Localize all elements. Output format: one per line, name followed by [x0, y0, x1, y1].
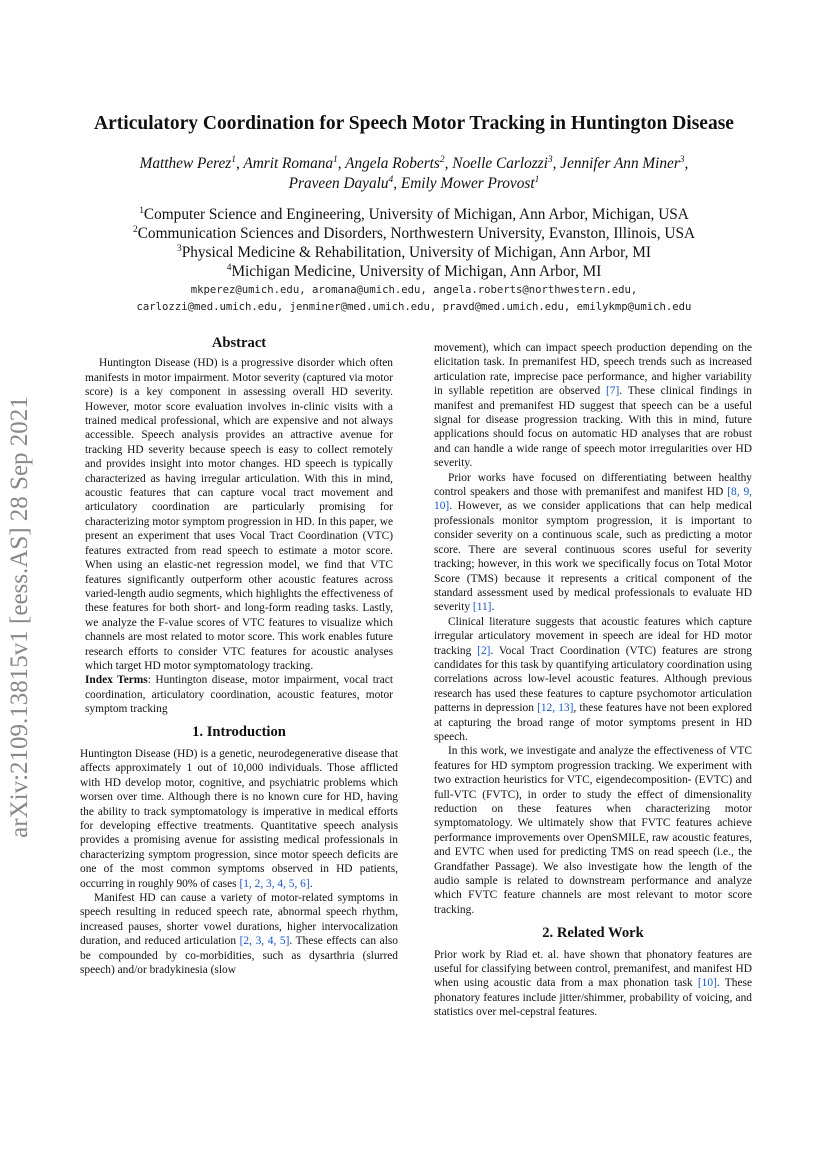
paper-title: Articulatory Coordination for Speech Motor Tracking in Huntington Disease	[94, 113, 734, 134]
related-paragraph: Prior work by Riad et. al. have shown that phonatory features are useful for classifying between control, premanifest, and manifest HD when using acoustic data from a max phonation task [10]. These phonatory features include jitter/shimmer, probability of voicing, and statistics over mel-cepstral features.	[434, 948, 752, 1019]
affiliation: $^3$Physical Medicine & Rehabilitation, University of Michigan, Ann Arbor, MI	[176, 243, 651, 261]
intro-paragraph: movement), which can impact speech production depending on the elicitation task. In premanifest HD, speech trends such as increased articulation rate, imprecise pace performance, and higher variability in syllable repetition are observed [7]. These clinical findings in manifest and premanifest HD suggest that speech can be a useful signal for disease progression tracking. With this in mind, future applications should focus on automatic HD analyses that are robust and can handle a wide range of speech motor irregularities over HD severity.	[434, 342, 752, 470]
citation-link[interactable]: [10]	[697, 977, 717, 990]
abstract-heading: Abstract	[211, 335, 267, 351]
author: Noelle Carlozzi$^3$,	[452, 154, 561, 172]
introduction-heading: 1. Introduction	[192, 723, 286, 740]
author: Emily Mower Provost$^1$	[400, 174, 540, 192]
intro-paragraph: Manifest HD can cause a variety of motor-related symptoms in speech resulting in reduced speech rate, abnormal speech rhythm, increased pauses, shorter vowel durations, higher intervocalization duration, and reduced articulation [2, 3, 4, 5]. These effects can also be compounded by co-morbidities, such as dysarthria (slurred speech) and/or bradykinesia (slow	[80, 892, 399, 977]
abstract-text: Huntington Disease (HD) is a progressive disorder which often manifests in motor impairment. Motor severity (captured via motor score) is a key component in assessing overall HD severity. However, motor score evaluation involves in-clinic visits with a trained medical professional, which are expensive and not always accessible. Speech analysis provides an attractive avenue for tracking HD severity because speech is easy to collect remotely and provides insight into motor changes. HD speech is typically characterized as having irregular articulation. With this in mind, acoustic features that can capture vocal tract movement and articulatory coordination are particularly promising for characterizing motor symptom progression in HD. In this paper, we present an experiment that uses Vocal Tract Coordination (VTC) features extracted from read speech to estimate a motor score. When using an elastic-net regression model, we find that VTC features significantly outperform other acoustic features across varied-length audio segments, which highlights the effectiveness of these features for both short- and long-form reading tasks. Lastly, we analyze the F-value scores of VTC features to visualize which channels are most related to motor score. This work enables future research efforts to consider VTC features for acoustic analyses which target HD motor symptomatology tracking.	[85, 357, 393, 672]
citation-link[interactable]: [2, 3, 4, 5]	[239, 935, 290, 948]
citation-link[interactable]: [1, 2, 3, 4, 5, 6]	[239, 877, 310, 890]
affiliation: $^4$Michigan Medicine, University of Michigan, Ann Arbor, MI	[226, 262, 602, 280]
intro-paragraph: In this work, we investigate and analyze the effectiveness of VTC features for HD symptom progression tracking. We experiment with two extraction heuristics for VTC, eigendecomposition- (EVTC) and full-VTC (FVTC), in order to study the effect of dimensionality reduction on these features when characterizing motor symptomatology. We ultimately show that FVTC features achieve performance improvements over OpenSMILE, raw acoustic features, and EVTC when used for predicting TMS on read speech (i.e., the Grandfather Passage). We also investigate how the length of the audio sample is related to downstream performance and analyze which FVTC feature channels are most relevant to motor score tracking.	[434, 745, 752, 916]
author: Amrit Romana$^1$,	[243, 154, 346, 172]
affiliation-list	[40, 205, 788, 281]
intro-paragraph: Huntington Disease (HD) is a genetic, neurodegenerative disease that affects approximately 1 out of 10,000 individuals. Those afflicted with HD develop motor, cognitive, and psychiatric problems which worsen over time. Although there is no known cure for HD, having the ability to track symptomatology is imperative in medical efforts for developing effective treatments. Quantitative speech analysis provides a promising avenue for assisting medical professionals in characterizing symptom progression, since motor speech deficits are one of the most common symptoms observed in HD patients, occurring in roughly 90% of cases [1, 2, 3, 4, 5, 6].	[80, 747, 398, 890]
author: Jennifer Ann Miner$^3$,	[560, 154, 689, 172]
email-line[interactable]: mkperez@umich.edu, aromana@umich.edu, angela.roberts@northwestern.edu,	[190, 284, 638, 296]
related-work-heading: 2. Related Work	[542, 925, 644, 942]
email-line[interactable]: carlozzi@med.umich.edu, jenminer@med.umich.edu, pravd@med.umich.edu, emilykmp@umich.edu	[136, 301, 692, 313]
intro-paragraph: Clinical literature suggests that acoustic features which capture irregular articulatory movement in speech are ideal for HD motor tracking [2]. Vocal Tract Coordination (VTC) features are strong candidates for this task by quantifying articulatory coordination using correlations across low-level acoustic features. Although previous research has used these features to capture psychomotor articulation patterns in depression [12, 13], these features have not been explored at capturing the broad range of motor symptoms present in HD speech.	[434, 615, 752, 743]
affiliation: $^2$Communication Sciences and Disorders, Northwestern University, Evanston, Illinois, USA	[133, 224, 695, 242]
citation-link[interactable]: [7]	[605, 385, 620, 398]
index-terms-label: Index Terms	[85, 674, 148, 687]
affiliation: $^1$Computer Science and Engineering, University of Michigan, Ann Arbor, Michigan, USA	[139, 205, 689, 223]
author-list	[60, 154, 768, 194]
citation-link[interactable]: [8, 9, 10]	[434, 486, 752, 513]
email-list	[40, 282, 788, 316]
abstract-body	[80, 356, 398, 716]
citation-link[interactable]: [11]	[472, 601, 492, 614]
author: Praveen Dayalu$^4$,	[288, 174, 401, 192]
right-column	[434, 341, 752, 1020]
author: Angela Roberts$^2$,	[345, 154, 453, 172]
intro-paragraph: Prior works have focused on differentiating between healthy control speakers and those with premanifest and manifest HD [8, 9, 10]. However, as we consider applications that can help medical professionals monitor symptom progression, it is important to consider severity on a continuous scale, such as predicting a motor score. There are several continuous scores useful for severity tracking; however, in this work we specifically focus on Total Motor Score (TMS) because it represents a critical component of the standard assessment used by medical professionals to evaluate HD severity [11].	[434, 471, 752, 614]
citation-link[interactable]: [2]	[477, 644, 491, 657]
left-column	[80, 336, 398, 977]
author: Matthew Perez$^1$,	[139, 154, 244, 172]
citation-link[interactable]: [12, 13]	[537, 702, 574, 715]
index-terms: Index Terms: Huntington disease, motor impairment, vocal tract coordination, articulatory coordination, acoustic features, motor symptom tracking	[85, 674, 393, 716]
arxiv-identifier[interactable]: arXiv:2109.13815v1 [eess.AS] 28 Sep 2021	[6, 396, 33, 838]
